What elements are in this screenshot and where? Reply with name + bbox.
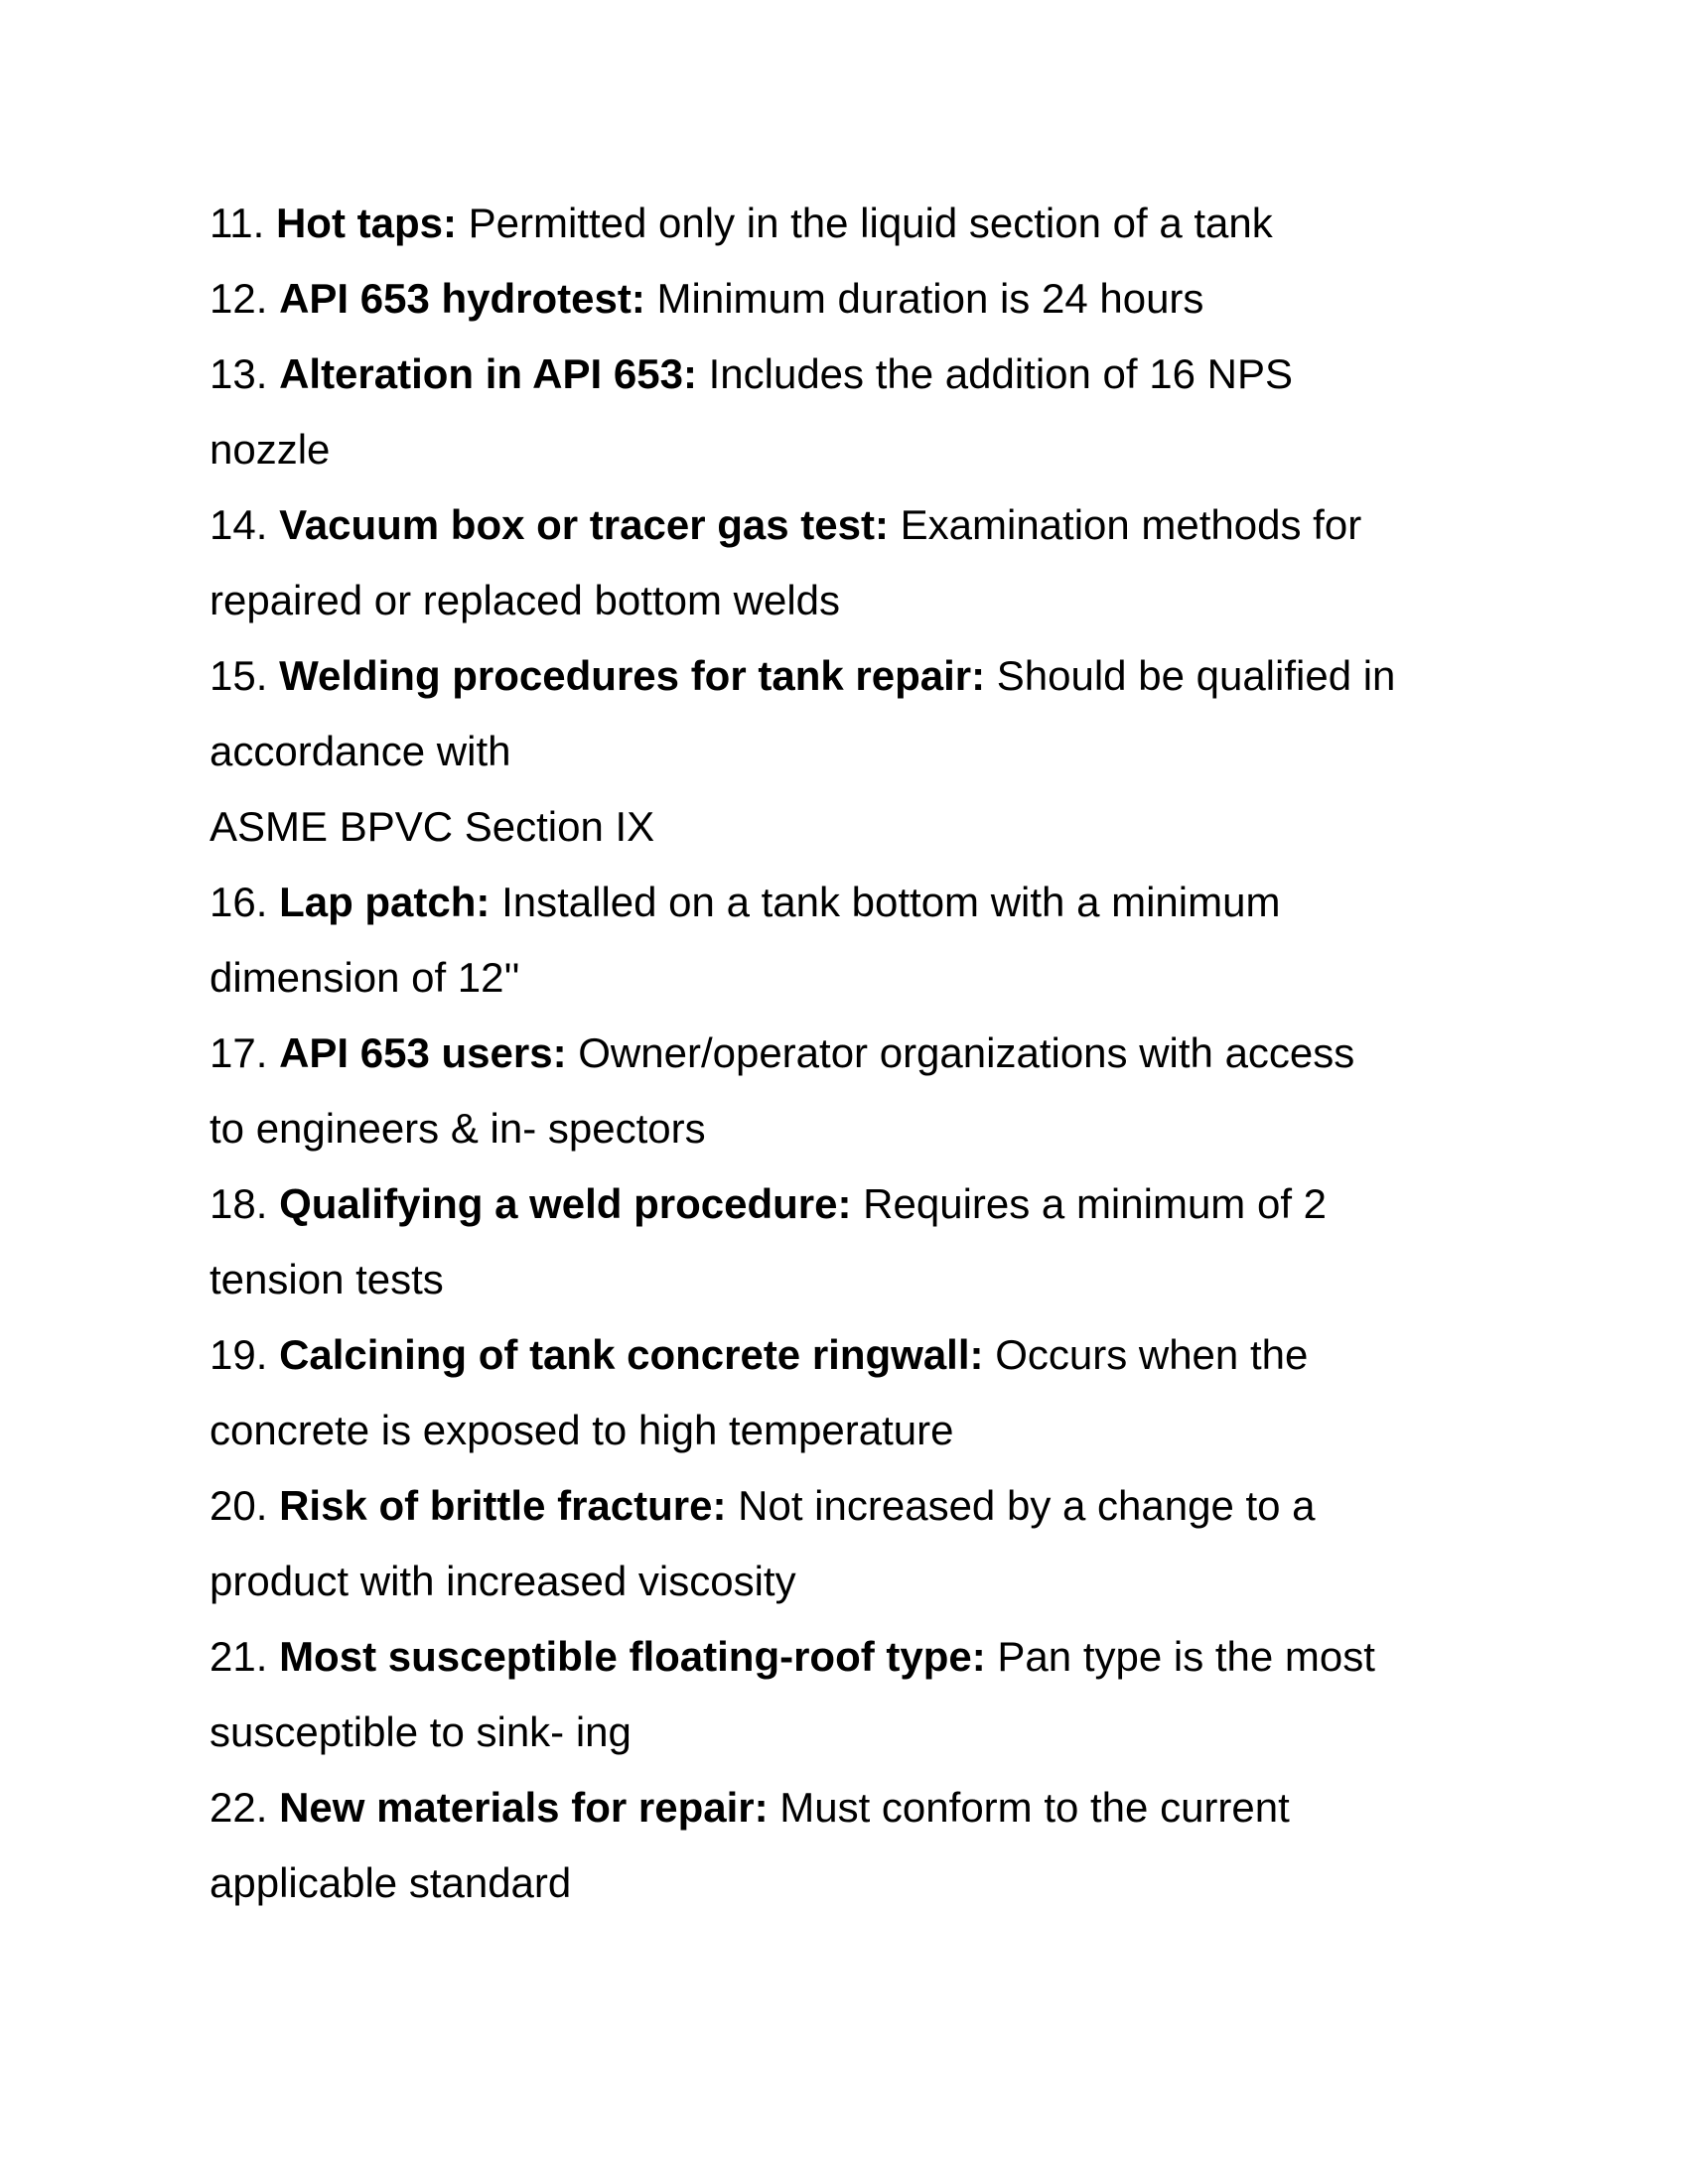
list-item: [210, 487, 1500, 638]
item-text: repaired or replaced bottom welds: [210, 577, 841, 623]
item-number: 13.: [210, 350, 268, 397]
item-continuation-line: [210, 1544, 1500, 1619]
item-text: concrete is exposed to high temperature: [210, 1407, 954, 1453]
item-text: accordance with: [210, 728, 511, 774]
item-term: Alteration in API 653:: [279, 350, 697, 397]
item-first-line: [210, 1166, 1500, 1242]
list-item: [210, 1468, 1500, 1619]
item-number: 15.: [210, 652, 268, 699]
item-continuation-line: [210, 1695, 1500, 1770]
item-text: Should be qualified in: [996, 652, 1396, 699]
list-item: [210, 186, 1500, 261]
list-item: [210, 1619, 1500, 1770]
item-number: 14.: [210, 501, 268, 548]
item-text: Must conform to the current: [779, 1784, 1290, 1831]
item-number: 21.: [210, 1633, 268, 1680]
item-number: 18.: [210, 1180, 268, 1227]
item-term: Welding procedures for tank repair:: [279, 652, 986, 699]
item-continuation-line: [210, 1393, 1500, 1468]
item-text: nozzle: [210, 426, 331, 473]
item-text: Requires a minimum of 2: [863, 1180, 1328, 1227]
item-continuation-line: [210, 789, 1500, 865]
item-text: applicable standard: [210, 1859, 572, 1906]
item-first-line: [210, 1770, 1500, 1845]
item-term: New materials for repair:: [279, 1784, 769, 1831]
item-first-line: [210, 1317, 1500, 1393]
item-first-line: [210, 865, 1500, 940]
item-number: 12.: [210, 275, 268, 322]
item-number: 17.: [210, 1029, 268, 1076]
item-text: Owner/operator organizations with access: [578, 1029, 1355, 1076]
item-text: Installed on a tank bottom with a minimum: [501, 879, 1281, 925]
item-text: Includes the addition of 16 NPS: [708, 350, 1293, 397]
item-term: Hot taps:: [275, 200, 457, 246]
item-term: Qualifying a weld procedure:: [279, 1180, 852, 1227]
list-item: [210, 1016, 1500, 1166]
item-first-line: [210, 186, 1500, 261]
item-continuation-line: [210, 1242, 1500, 1317]
item-term: API 653 hydrotest:: [279, 275, 645, 322]
item-text: Examination methods for: [900, 501, 1362, 548]
item-first-line: [210, 1016, 1500, 1091]
item-continuation-line: [210, 1091, 1500, 1166]
item-continuation-line: [210, 1845, 1500, 1921]
item-first-line: [210, 1619, 1500, 1695]
item-text: dimension of 12'': [210, 954, 520, 1001]
item-first-line: [210, 337, 1500, 412]
item-term: API 653 users:: [279, 1029, 567, 1076]
item-number: 11.: [210, 200, 265, 246]
item-first-line: [210, 638, 1500, 714]
list-item: [210, 1317, 1500, 1468]
item-continuation-line: [210, 940, 1500, 1016]
item-continuation-line: [210, 412, 1500, 487]
item-text: product with increased viscosity: [210, 1558, 796, 1604]
item-term: Vacuum box or tracer gas test:: [279, 501, 889, 548]
item-number: 22.: [210, 1784, 268, 1831]
item-term: Risk of brittle fracture:: [279, 1482, 727, 1529]
item-first-line: [210, 261, 1500, 337]
item-text: Permitted only in the liquid section of a tank: [468, 200, 1273, 246]
item-term: Most susceptible floating-roof type:: [279, 1633, 986, 1680]
item-first-line: [210, 487, 1500, 563]
item-continuation-line: [210, 563, 1500, 638]
list-item: [210, 865, 1500, 1016]
item-term: Lap patch:: [279, 879, 491, 925]
item-text: Pan type is the most: [997, 1633, 1375, 1680]
document-page: [210, 186, 1500, 1921]
item-text: Not increased by a change to a: [738, 1482, 1316, 1529]
item-number: 20.: [210, 1482, 268, 1529]
item-number: 19.: [210, 1331, 268, 1378]
item-first-line: [210, 1468, 1500, 1544]
item-text: to engineers & in- spectors: [210, 1105, 706, 1152]
item-term: Calcining of tank concrete ringwall:: [279, 1331, 984, 1378]
item-text: ASME BPVC Section IX: [210, 803, 655, 850]
list-item: [210, 1166, 1500, 1317]
list-item: [210, 337, 1500, 487]
item-text: Minimum duration is 24 hours: [656, 275, 1204, 322]
item-continuation-line: [210, 714, 1500, 789]
list-item: [210, 261, 1500, 337]
list-item: [210, 1770, 1500, 1921]
item-text: tension tests: [210, 1256, 444, 1302]
item-number: 16.: [210, 879, 268, 925]
item-text: Occurs when the: [995, 1331, 1309, 1378]
item-text: susceptible to sink- ing: [210, 1708, 632, 1755]
list-item: [210, 638, 1500, 865]
